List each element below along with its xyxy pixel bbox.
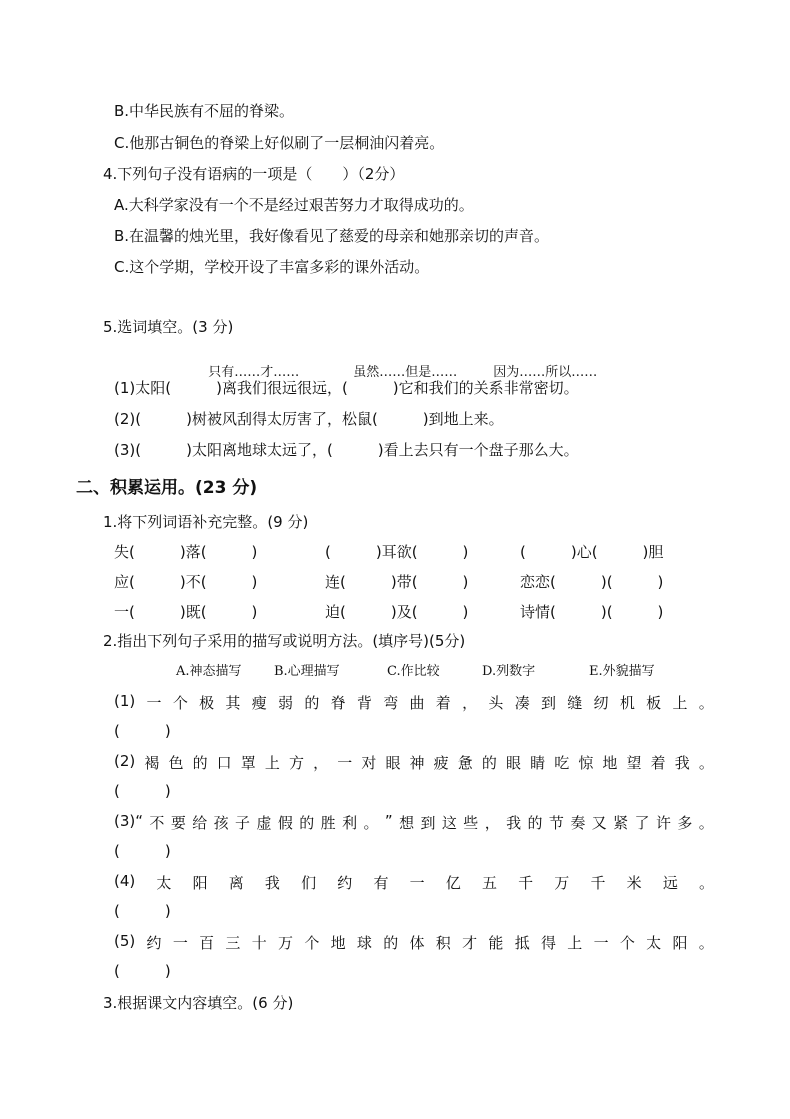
section-2-title: 二、积累运用。(23 分) <box>76 478 258 498</box>
sentence-char: 米 <box>626 874 642 892</box>
sentence-char: 得 <box>540 934 556 952</box>
sentence-char: 上 <box>567 934 583 952</box>
sentence-char: 板 <box>646 694 662 712</box>
sentence-char: (2) <box>114 752 136 770</box>
sentence-char: 亿 <box>445 874 461 892</box>
sentence-char: 的 <box>304 694 320 712</box>
q5-sentence-3: (3)( )太阳离地球太远了，( )看上去只有一个盘子那么大。 <box>114 441 579 459</box>
word-choice: 虽然……但是…… <box>353 365 458 380</box>
sentence-char: 约 <box>337 874 353 892</box>
sentence-char: 离 <box>228 874 244 892</box>
sentence-char: 眼 <box>505 754 521 772</box>
sentence-char: 瘦 <box>251 694 267 712</box>
sentence-char: 体 <box>409 934 425 952</box>
sentence-char: 着 <box>650 754 666 772</box>
sentence-char: 一 <box>146 694 162 712</box>
sentence-char: 许 <box>655 814 671 832</box>
q2-option: E.外貌描写 <box>589 664 655 679</box>
sentence-char: 了 <box>634 814 650 832</box>
sentence-char: ” <box>384 812 393 830</box>
answer-blank: ( ) <box>114 962 171 980</box>
sentence-char: 一 <box>409 874 425 892</box>
q1-stem: 1.将下列词语补充完整。(9 分) <box>103 513 309 531</box>
sentence-char: 多 <box>677 814 693 832</box>
prev-option-c: C.他那古铜色的脊梁上好似刷了一层桐油闪着亮。 <box>114 134 445 152</box>
sentence-char: 一 <box>337 754 353 772</box>
sentence-char: 阳 <box>192 874 208 892</box>
sentence-char: 。 <box>363 814 379 832</box>
word-choice: 只有……才…… <box>208 365 300 380</box>
sentence-char: 个 <box>619 934 635 952</box>
q2-option: C.作比较 <box>387 664 440 679</box>
idiom-cell: 失( )落( ) <box>114 543 258 561</box>
sentence-char: 弱 <box>278 694 294 712</box>
sentence-char: 极 <box>199 694 215 712</box>
q4-option-c: C.这个学期，学校开设了丰富多彩的课外活动。 <box>114 258 430 276</box>
sentence-char: 吃 <box>554 754 570 772</box>
sentence-char: 远 <box>662 874 678 892</box>
prev-option-b: B.中华民族有不屈的脊梁。 <box>114 102 295 120</box>
sentence-char: (1) <box>114 692 136 710</box>
q4-option-a: A.大科学家没有一个不是经过艰苦努力才取得成功的。 <box>114 196 474 214</box>
idiom-cell: ( )心( )胆 <box>520 543 664 561</box>
sentence-char: 积 <box>435 934 451 952</box>
idiom-cell: 恋恋( )( ) <box>520 573 664 591</box>
sentence-char: 能 <box>488 934 504 952</box>
sentence-char: 到 <box>540 694 556 712</box>
q2-item-3 <box>114 812 714 833</box>
sentence-char: 要 <box>170 814 186 832</box>
sentence-char: 这 <box>441 814 457 832</box>
sentence-char: 球 <box>356 934 372 952</box>
q5-sentence-2: (2)( )树被风刮得太厉害了，松鼠( )到地上来。 <box>114 410 504 428</box>
sentence-char: 一 <box>172 934 188 952</box>
sentence-char: 千 <box>590 874 606 892</box>
idiom-cell: ( )耳欲( ) <box>325 543 469 561</box>
sentence-char: 太 <box>156 874 172 892</box>
sentence-char: 惫 <box>457 754 473 772</box>
q2-item-5 <box>114 932 714 953</box>
sentence-char: 约 <box>146 934 162 952</box>
idiom-cell: 迫( )及( ) <box>325 603 469 621</box>
sentence-char: 眼 <box>385 754 401 772</box>
sentence-char: 利 <box>342 814 358 832</box>
sentence-char: 方 <box>289 754 305 772</box>
sentence-char: 百 <box>199 934 215 952</box>
sentence-char: 睛 <box>530 754 546 772</box>
sentence-char: 我 <box>506 814 522 832</box>
sentence-char: ， <box>462 694 478 712</box>
sentence-char: 。 <box>698 814 714 832</box>
sentence-char: 三 <box>225 934 241 952</box>
idiom-cell: 应( )不( ) <box>114 573 258 591</box>
sentence-char: 子 <box>235 814 251 832</box>
sentence-char: 我 <box>674 754 690 772</box>
sentence-char: 。 <box>698 934 714 952</box>
sentence-char: 对 <box>361 754 377 772</box>
sentence-char: 着 <box>435 694 451 712</box>
sentence-char: 。 <box>698 874 714 892</box>
sentence-char: 纫 <box>593 694 609 712</box>
sentence-char: 万 <box>554 874 570 892</box>
q5-word-choices <box>200 346 597 380</box>
sentence-char: 褐 <box>144 754 160 772</box>
answer-blank: ( ) <box>114 782 171 800</box>
q5-sentence-1: (1)太阳( )离我们很远很远，( )它和我们的关系非常密切。 <box>114 379 579 397</box>
sentence-char: 我 <box>264 874 280 892</box>
sentence-char: 些 <box>463 814 479 832</box>
sentence-char: 的 <box>481 754 497 772</box>
q2-item-1 <box>114 692 714 713</box>
sentence-char: 不 <box>149 814 165 832</box>
sentence-char: 个 <box>172 694 188 712</box>
sentence-char: 孩 <box>213 814 229 832</box>
sentence-char: (5) <box>114 932 136 950</box>
q2-item-4 <box>114 872 714 893</box>
sentence-char: 的 <box>383 934 399 952</box>
sentence-char: 。 <box>698 694 714 712</box>
sentence-char: 给 <box>192 814 208 832</box>
sentence-char: ， <box>313 754 329 772</box>
q2-option: B.心理描写 <box>274 664 340 679</box>
sentence-char: 五 <box>481 874 497 892</box>
sentence-char: 一 <box>593 934 609 952</box>
sentence-char: ， <box>484 814 500 832</box>
sentence-char: 又 <box>591 814 607 832</box>
sentence-char: 疲 <box>433 754 449 772</box>
sentence-char: 才 <box>462 934 478 952</box>
sentence-char: 假 <box>277 814 293 832</box>
sentence-char: 想 <box>399 814 415 832</box>
sentence-char: 上 <box>672 694 688 712</box>
sentence-char: 口 <box>216 754 232 772</box>
sentence-char: 弯 <box>383 694 399 712</box>
sentence-char: 头 <box>488 694 504 712</box>
sentence-char: 节 <box>548 814 564 832</box>
sentence-char: 个 <box>304 934 320 952</box>
sentence-char: 缝 <box>567 694 583 712</box>
sentence-char: 的 <box>527 814 543 832</box>
q2-item-2 <box>114 752 714 773</box>
answer-blank: ( ) <box>114 902 171 920</box>
sentence-char: 色 <box>168 754 184 772</box>
sentence-char: 望 <box>626 754 642 772</box>
sentence-char: 上 <box>264 754 280 772</box>
q3-stem: 3.根据课文内容填空。(6 分) <box>103 994 294 1012</box>
sentence-char: 凑 <box>514 694 530 712</box>
q2-option: D.列数字 <box>482 664 536 679</box>
sentence-char: (4) <box>114 872 136 890</box>
sentence-char: 太 <box>646 934 662 952</box>
sentence-char: 到 <box>420 814 436 832</box>
idiom-cell: 一( )既( ) <box>114 603 258 621</box>
q2-stem: 2.指出下列句子采用的描写或说明方法。(填序号)(5分) <box>103 632 466 650</box>
sentence-char: 其 <box>225 694 241 712</box>
sentence-char: 曲 <box>409 694 425 712</box>
sentence-char: 惊 <box>578 754 594 772</box>
sentence-char: 胜 <box>320 814 336 832</box>
idiom-cell: 诗情( )( ) <box>520 603 664 621</box>
sentence-char: 的 <box>192 754 208 772</box>
q5-stem: 5.选词填空。(3 分) <box>103 318 234 336</box>
answer-blank: ( ) <box>114 842 171 860</box>
sentence-char: 有 <box>373 874 389 892</box>
sentence-char: (3)“ <box>114 812 144 830</box>
sentence-char: 紧 <box>613 814 629 832</box>
word-choice: 因为……所以…… <box>493 365 598 380</box>
sentence-char: 虚 <box>256 814 272 832</box>
sentence-char: 脊 <box>330 694 346 712</box>
sentence-char: 们 <box>301 874 317 892</box>
sentence-char: 阳 <box>672 934 688 952</box>
sentence-char: 的 <box>299 814 315 832</box>
q4-stem: 4.下列句子没有语病的一项是（ ）（2分） <box>103 165 405 183</box>
sentence-char: 十 <box>251 934 267 952</box>
q2-option: A.神态描写 <box>176 664 242 679</box>
q4-option-b: B.在温馨的烛光里，我好像看见了慈爱的母亲和她那亲切的声音。 <box>114 227 550 245</box>
sentence-char: 抵 <box>514 934 530 952</box>
sentence-char: 地 <box>602 754 618 772</box>
sentence-char: 万 <box>278 934 294 952</box>
sentence-char: 罩 <box>240 754 256 772</box>
answer-blank: ( ) <box>114 722 171 740</box>
sentence-char: 背 <box>356 694 372 712</box>
sentence-char: 机 <box>619 694 635 712</box>
sentence-char: 。 <box>698 754 714 772</box>
sentence-char: 神 <box>409 754 425 772</box>
idiom-cell: 连( )带( ) <box>325 573 469 591</box>
sentence-char: 地 <box>330 934 346 952</box>
sentence-char: 千 <box>518 874 534 892</box>
sentence-char: 奏 <box>570 814 586 832</box>
